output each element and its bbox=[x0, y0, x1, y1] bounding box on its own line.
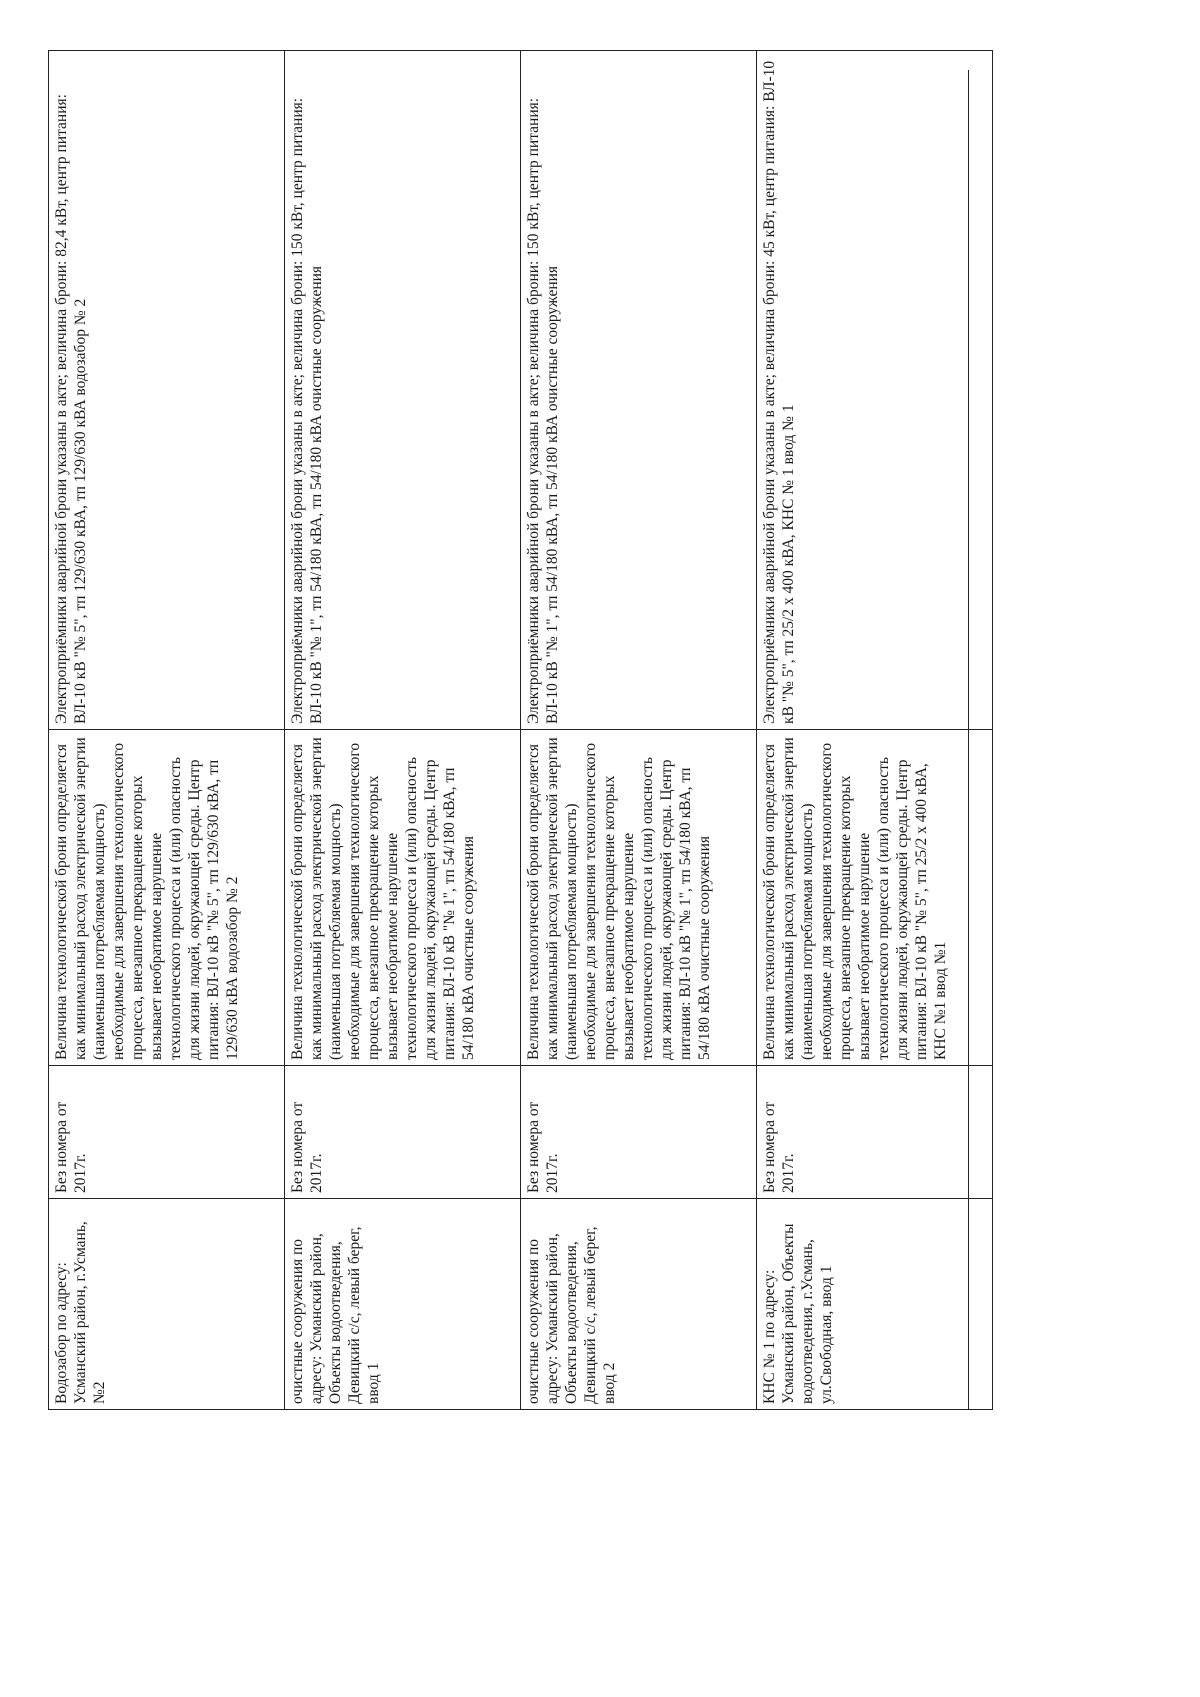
emergency-reserve-cell: Электроприёмники аварийной брони указаны в акте; величина брони: 150 кВт, центр питания: ВЛ-10 кВ "№ 1", тп 54/180 кВА, тп 54/180 кВА очистные сооружения bbox=[285, 51, 521, 730]
table-row bbox=[285, 51, 521, 1410]
rotated-page bbox=[48, 50, 1028, 1410]
address-cell: КНС № 1 по адресу: Усманский район, Объекты водоотведения, г.Усмань, ул.Свободная, ввод 1 bbox=[757, 1199, 993, 1410]
table-row bbox=[757, 51, 993, 1410]
emergency-reserve-cell: Электроприёмники аварийной брони указаны в акте; величина брони: 82,4 кВт, центр питания: ВЛ-10 кВ "№ 5", тп 129/630 кВА, тп 129/630 кВА водозабор № 2 bbox=[49, 51, 285, 730]
emergency-reserve-cell: Электроприёмники аварийной брони указаны в акте; величина брони: 45 кВт, центр питания: ВЛ-10 кВ "№ 5", тп 25/2 х 400 кВА, КНС № 1 ввод № 1 bbox=[757, 51, 993, 730]
act-number-cell: Без номера от 2017г. bbox=[757, 1066, 993, 1199]
address-cell: Водозабор по адресу: Усманский район, г.Усмань, №2 bbox=[49, 1199, 285, 1410]
act-number-cell: Без номера от 2017г. bbox=[521, 1066, 757, 1199]
tech-reserve-cell: Величина технологической брони определяется как минимальный расход электрической энергии (наименьшая потребляемая мощность) необходимые для завершения технологического процесса, внезапное прекращение которых вызывает необратимое нарушение технологического процесса и (или) опасность для жизни людей, окружающей среды. Центр питания: ВЛ-10 кВ "№ 1", тп 54/180 кВА, тп 54/180 кВА очистные сооружения bbox=[521, 730, 757, 1066]
table-row bbox=[49, 51, 285, 1410]
act-number-cell: Без номера от 2017г. bbox=[49, 1066, 285, 1199]
table-row bbox=[521, 51, 757, 1410]
address-cell: очистные сооружения по адресу: Усманский район, Объекты водоотведения, Девицкий с/с, левый берег, ввод 2 bbox=[521, 1199, 757, 1410]
address-cell: очистные сооружения по адресу: Усманский район, Объекты водоотведения, Девицкий с/с, левый берег, ввод 1 bbox=[285, 1199, 521, 1410]
tech-reserve-cell: Величина технологической брони определяется как минимальный расход электрической энергии (наименьшая потребляемая мощность) необходимые для завершения технологического процесса, внезапное прекращение которых вызывает необратимое нарушение технологического процесса и (или) опасность для жизни людей, окружающей среды. Центр питания: ВЛ-10 кВ "№ 1", тп 54/180 кВА, тп 54/180 кВА очистные сооружения bbox=[285, 730, 521, 1066]
act-number-cell: Без номера от 2017г. bbox=[285, 1066, 521, 1199]
power-reserve-table bbox=[48, 50, 993, 1410]
emergency-reserve-cell: Электроприёмники аварийной брони указаны в акте; величина брони: 150 кВт, центр питания: ВЛ-10 кВ "№ 1", тп 54/180 кВА, тп 54/180 кВА очистные сооружения bbox=[521, 51, 757, 730]
signature-line-1 bbox=[968, 70, 969, 1410]
tech-reserve-cell: Величина технологической брони определяется как минимальный расход электрической энергии (наименьшая потребляемая мощность) необходимые для завершения технологического процесса, внезапное прекращение которых вызывает необратимое нарушение технологического процесса и (или) опасность для жизни людей, окружающей среды. Центр питания: ВЛ-10 кВ "№ 5", тп 129/630 кВА, тп 129/630 кВА водозабор № 2 bbox=[49, 730, 285, 1066]
tech-reserve-cell: Величина технологической брони определяется как минимальный расход электрической энергии (наименьшая потребляемая мощность) необходимые для завершения технологического процесса, внезапное прекращение которых вызывает необратимое нарушение технологического процесса и (или) опасность для жизни людей, окружающей среды. Центр питания: ВЛ-10 кВ "№ 5", тп 25/2 х 400 кВА, КНС №1 ввод №1 bbox=[757, 730, 993, 1066]
